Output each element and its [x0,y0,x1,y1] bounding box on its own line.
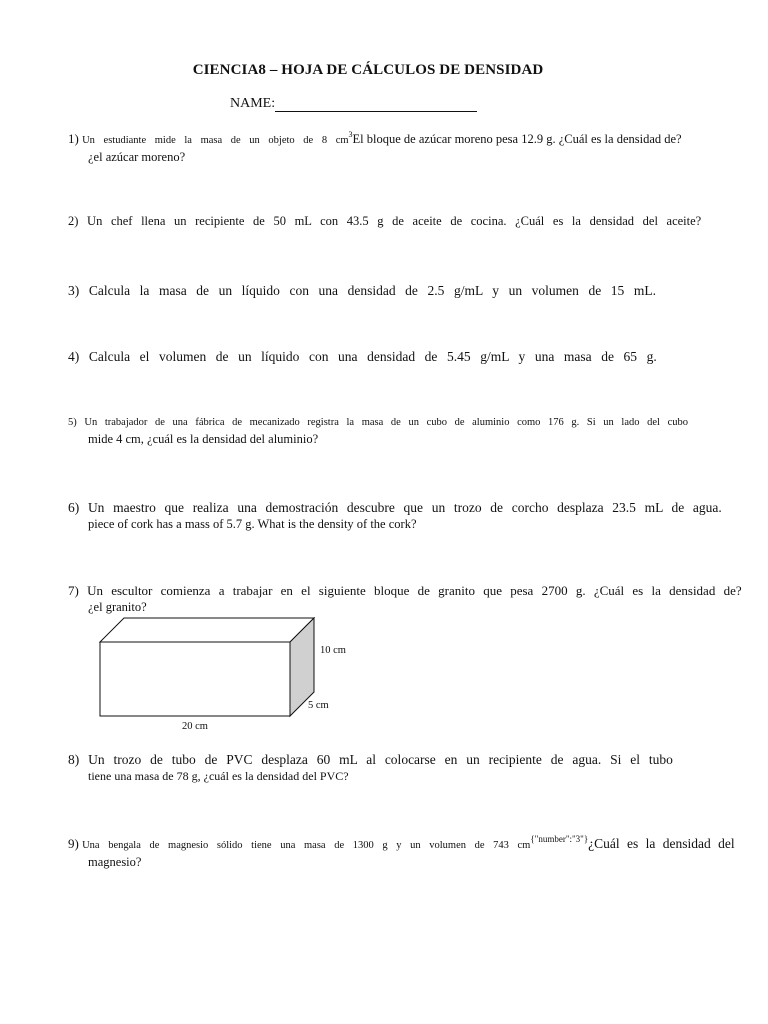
question-text: ¿el granito? [88,600,147,614]
question-3 [68,282,668,299]
question-number: 8) [68,752,80,767]
question-text: Un maestro que realiza una demostración descubre que un trozo de corcho desplaza 23.5 mL de agua. [87,500,722,515]
block-front-face [100,642,290,716]
name-field [230,96,477,112]
question-2 [68,213,700,230]
question-text: magnesio? [88,855,142,869]
question-text: ¿el azúcar moreno? [88,150,186,164]
question-number: 5) [68,417,77,428]
question-text: tiene una masa de 78 g, ¿cuál es la densidad del PVC? [88,769,349,783]
question-text: Un escultor comienza a trabajar en el siguiente bloque de granito que pesa 2700 g. ¿Cuál es la densidad de? [87,583,742,598]
question-text: ¿Cuál es la densidad del [588,836,735,851]
question-text: Un chef llena un recipiente de 50 mL con 43.5 g de aceite de cocina. ¿Cuál es la densidad del aceite? [87,214,702,228]
question-4 [68,348,668,365]
question-text: Una bengala de magnesio sólido tiene una masa de 1300 g y un volumen de 743 cm [82,840,531,851]
block-top-face [100,618,314,642]
question-7 [68,582,748,616]
height-dimension-label: 10 cm [320,645,346,656]
question-text: Un trozo de tubo de PVC desplaza 60 mL al colocarse en un recipiente de agua. Si el tubo [88,752,673,767]
question-text: Calcula la masa de un líquido con una densidad de 2.5 g/mL y un volumen de 15 mL. [88,283,657,298]
granite-block-figure [96,616,336,726]
question-text: Un estudiante mide la masa de un objeto de 8 cm [82,135,349,146]
question-number: 2) [68,214,79,228]
question-number: 4) [68,349,80,364]
question-text: El bloque de azúcar moreno pesa 12.9 g. ¿Cuál es la densidad de? [352,132,682,146]
worksheet-title: CIENCIA8 – HOJA DE CÁLCULOS DE DENSIDAD [192,62,544,78]
question-number: 7) [68,583,79,598]
question-9 [68,835,768,871]
question-text: Calcula el volumen de un líquido con una densidad de 5.45 g/mL y una masa de 65 g. [88,349,657,364]
name-blank-line [275,97,477,112]
question-8 [68,751,708,785]
question-text: piece of cork has a mass of 5.7 g. What is the density of the cork? [88,517,417,531]
question-number: 3) [68,283,80,298]
question-number: 1) [68,131,79,146]
question-1 [68,130,688,166]
width-dimension-label: 20 cm [182,721,208,732]
depth-dimension-label: 5 cm [308,700,329,711]
question-number: 6) [68,500,80,515]
superscript: 3 [348,130,353,139]
question-text: mide 4 cm, ¿cuál es la densidad del aluminio? [88,432,319,446]
question-text: Un trabajador de una fábrica de mecanizado registra la masa de un cubo de aluminio como 176 g. Si un lado del cubo [84,417,688,428]
question-5 [68,414,738,448]
superscript: {"number":"3"} [530,834,589,844]
question-6 [68,499,748,533]
question-number: 9) [68,836,79,851]
name-label: NAME: [230,96,276,111]
